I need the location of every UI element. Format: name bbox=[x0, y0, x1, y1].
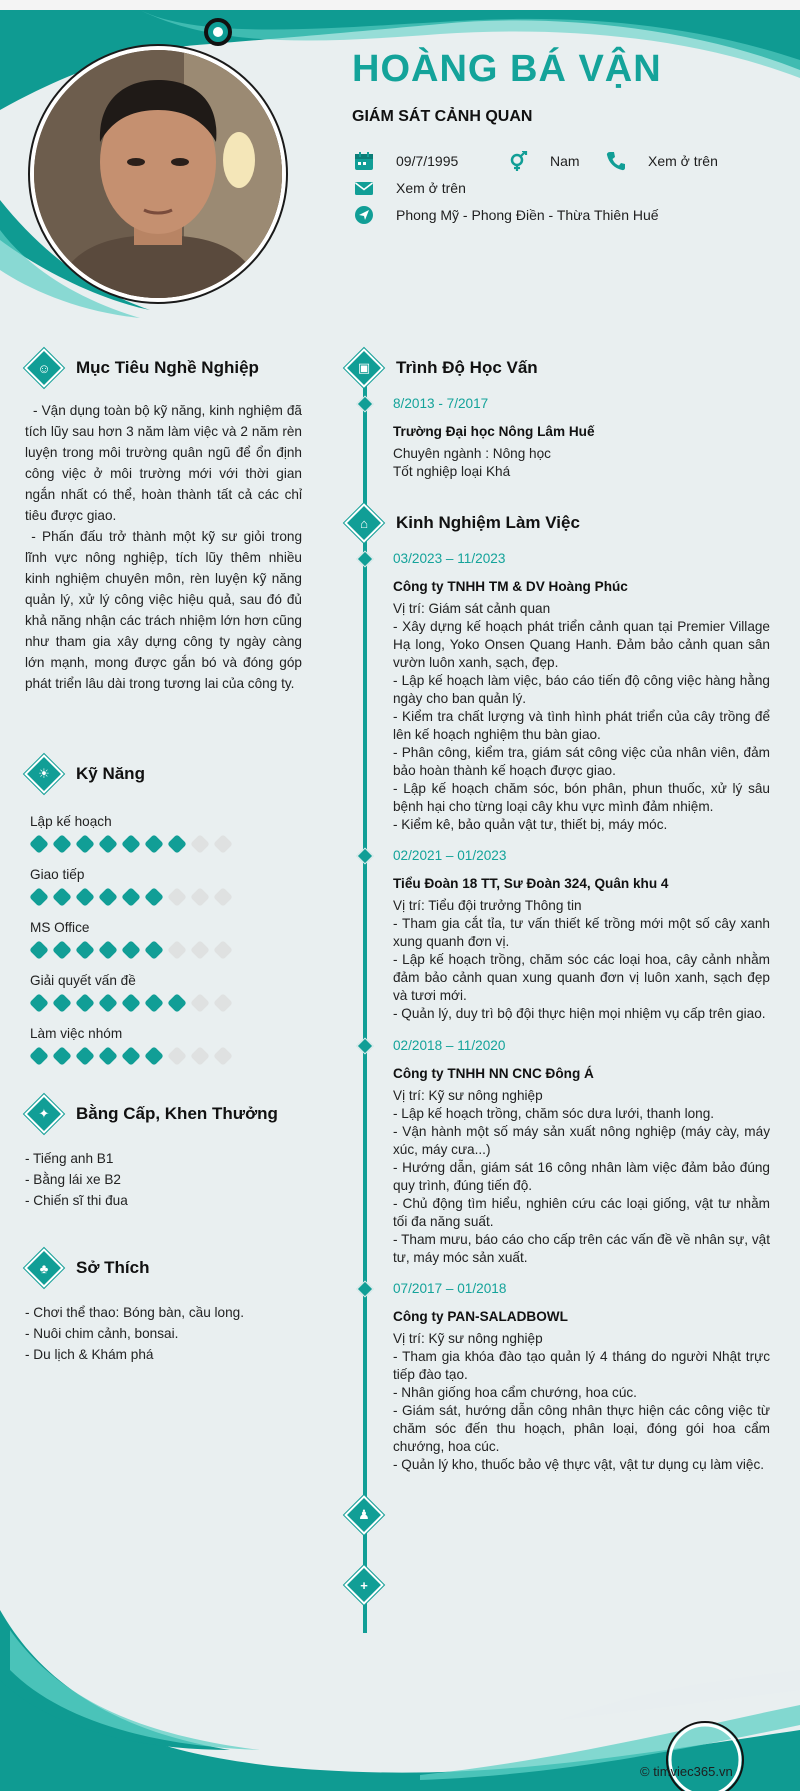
rating-dot-empty bbox=[190, 887, 210, 907]
rating-dot-filled bbox=[144, 993, 164, 1013]
job-line: - Hướng dẫn, giám sát 16 công nhân làm việc đảm bảo đúng quy trình, đúng tiến độ. bbox=[393, 1160, 770, 1193]
hobbies-heading bbox=[26, 1250, 149, 1286]
objective-paragraph-2: - Phấn đấu trở thành một kỹ sư giỏi trong lĩnh vực nông nghiệp, tích lũy thêm nhiều kinh nghiệm chuyên môn, rèn luyện kỹ năng quản lý, xử lý công việc hiệu quả, sau đó đủ khả năng nhận các trách nhiệm lớn hơn cũng như tham gia xây dựng công ty ngày càng lớn mạnh, mong được gắn bó và đóng góp phát triển lâu dài trong tương lai của công ty. bbox=[25, 529, 306, 691]
avatar bbox=[34, 50, 282, 298]
education-school: Trường Đại học Nông Lâm Huế bbox=[393, 424, 595, 439]
job-line: - Tham gia cắt tỉa, tư vấn thiết kế trồng mới một số cây xanh xung quanh đơn vị. bbox=[393, 916, 770, 949]
address-value: Phong Mỹ - Phong Điền - Thừa Thiên Huế bbox=[396, 207, 659, 223]
job-entry bbox=[393, 847, 770, 1023]
job-company: Công ty TNHH TM & DV Hoàng Phúc bbox=[393, 579, 628, 594]
job-details bbox=[393, 1087, 770, 1267]
job-line: - Lập kế hoạch trồng, chăm sóc dưa lưới, thanh long. bbox=[393, 1106, 715, 1121]
job-entry bbox=[393, 550, 770, 834]
job-date: 07/2017 – 01/2018 bbox=[393, 1281, 507, 1296]
gender-value: Nam bbox=[550, 153, 580, 169]
skill-label: Giải quyết vấn đề bbox=[30, 973, 136, 988]
rating-dot-empty bbox=[213, 993, 233, 1013]
list-item: - Chơi thể thao: Bóng bàn, cầu long. bbox=[25, 1305, 245, 1320]
gamepad-icon: ♣ bbox=[26, 1250, 62, 1286]
phone-icon bbox=[606, 151, 626, 171]
skill-rating bbox=[30, 943, 290, 957]
job-line: - Tham mưu, báo cáo cho cấp trên các vấn đề về nhân sự, vật tư, máy móc sản xuất. bbox=[393, 1232, 770, 1265]
education-heading bbox=[346, 350, 538, 386]
job-line: - Xây dựng kế hoạch phát triển cảnh quan tại Premier Village Hạ long, Yoko Onsen Quang Hanh. Đảm bảo cảnh quan sân vườn luôn xanh, sạch, đẹp. bbox=[393, 619, 770, 670]
rating-dot-filled bbox=[75, 887, 95, 907]
rating-dot-empty bbox=[190, 940, 210, 960]
rating-dot-filled bbox=[29, 834, 49, 854]
job-entry bbox=[393, 1280, 770, 1474]
rating-dot-filled bbox=[75, 940, 95, 960]
job-line: - Kiểm tra chất lượng và tình hình phát triển của cây trồng để lên kế hoạch nghiệm thu bàn giao. bbox=[393, 709, 770, 742]
rating-dot-filled bbox=[52, 834, 72, 854]
candidate-name: HOÀNG BÁ VẬN bbox=[352, 48, 662, 90]
job-line: - Vận hành một số máy sản xuất nông nghiệp (máy cày, máy xúc, máy cưa...) bbox=[393, 1124, 770, 1157]
objective-paragraph-1: - Vận dụng toàn bộ kỹ năng, kinh nghiệm đã tích lũy sau hơn 3 năm làm việc và 2 năm rèn luyện trong môi trường quân ngũ để ổn định công việc ở môi trường mới với thời gian ngắn nhất có thể, hoàn thành tất cả các chỉ tiêu được giao. bbox=[25, 403, 306, 523]
rating-dot-filled bbox=[29, 993, 49, 1013]
job-date: 03/2023 – 11/2023 bbox=[393, 551, 506, 566]
rating-dot-filled bbox=[98, 1046, 118, 1066]
rating-dot-filled bbox=[98, 940, 118, 960]
skill-row bbox=[30, 920, 290, 957]
list-item: - Bằng lái xe B2 bbox=[25, 1172, 121, 1187]
job-line: - Lập kế hoạch trồng, chăm sóc các loại hoa, cây cảnh nhằm đảm bảo cảnh quan xung quanh đơn vị luôn xanh, sạch đẹp và tươi mới. bbox=[393, 952, 770, 1003]
job-line: - Quản lý kho, thuốc bảo vệ thực vật, vật tư dụng cụ làm việc. bbox=[393, 1457, 765, 1472]
objective-heading bbox=[26, 350, 259, 386]
rating-dot-filled bbox=[121, 1046, 141, 1066]
rating-dot-filled bbox=[144, 940, 164, 960]
education-date: 8/2013 - 7/2017 bbox=[393, 396, 489, 411]
rating-dot-filled bbox=[144, 834, 164, 854]
skill-row bbox=[30, 973, 290, 1010]
job-line: - Quản lý, duy trì bộ đội thực hiện mọi nhiệm vụ cấp trên giao. bbox=[393, 1006, 766, 1021]
skills-title: Kỹ Năng bbox=[76, 764, 145, 783]
skill-rating bbox=[30, 890, 290, 904]
people-icon: ♟ bbox=[346, 1497, 382, 1533]
plus-icon: + bbox=[346, 1567, 382, 1603]
job-line: - Lập kế hoạch chăm sóc, bón phân, phun thuốc, xử lý sâu bệnh hại cho từng loại cây khu vực mình đảm nhiệm. bbox=[393, 781, 770, 814]
user-tie-icon: ☺ bbox=[26, 350, 62, 386]
rating-dot-filled bbox=[144, 1046, 164, 1066]
rating-dot-filled bbox=[52, 1046, 72, 1066]
rating-dot-filled bbox=[75, 834, 95, 854]
hobbies-title: Sở Thích bbox=[76, 1258, 150, 1277]
rating-dot-filled bbox=[29, 940, 49, 960]
certificates-list bbox=[25, 1148, 128, 1211]
site-watermark: © timviec365.vn bbox=[640, 1764, 733, 1779]
rating-dot-filled bbox=[121, 940, 141, 960]
skills-heading bbox=[26, 756, 145, 792]
decorative-ring bbox=[204, 18, 232, 46]
experience-heading bbox=[346, 505, 580, 541]
job-line: Vị trí: Kỹ sư nông nghiệp bbox=[393, 1331, 543, 1346]
skill-rating bbox=[30, 996, 290, 1010]
job-date: 02/2021 – 01/2023 bbox=[393, 848, 507, 863]
rating-dot-filled bbox=[144, 887, 164, 907]
rating-dot-empty bbox=[213, 887, 233, 907]
email-icon bbox=[354, 178, 374, 198]
rating-dot-empty bbox=[213, 834, 233, 854]
job-line: - Kiểm kê, bảo quản vật tư, thiết bị, máy móc. bbox=[393, 817, 668, 832]
list-item: - Chiến sĩ thi đua bbox=[25, 1193, 128, 1208]
rating-dot-filled bbox=[52, 993, 72, 1013]
job-details bbox=[393, 897, 770, 1023]
timeline-marker bbox=[357, 848, 374, 865]
lightbulb-icon: ☀ bbox=[26, 756, 62, 792]
job-company: Tiểu Đoàn 18 TT, Sư Đoàn 324, Quân khu 4 bbox=[393, 876, 669, 891]
list-item: - Du lịch & Khám phá bbox=[25, 1347, 154, 1362]
address-row bbox=[354, 205, 659, 225]
job-line: Vị trí: Tiểu đội trưởng Thông tin bbox=[393, 898, 582, 913]
rating-dot-empty bbox=[167, 887, 187, 907]
rating-dot-filled bbox=[98, 834, 118, 854]
education-major: Chuyên ngành : Nông học bbox=[393, 446, 551, 461]
rating-dot-filled bbox=[167, 993, 187, 1013]
timeline-marker bbox=[357, 396, 374, 413]
job-line: - Giám sát, hướng dẫn công nhân thực hiện các công việc từ chăm sóc đến thu hoạch, phân loại, đóng gói hoa cẩm chướng, hoa cúc. bbox=[393, 1403, 770, 1454]
list-item: - Nuôi chim cảnh, bonsai. bbox=[25, 1326, 179, 1341]
rating-dot-empty bbox=[190, 993, 210, 1013]
rating-dot-filled bbox=[121, 887, 141, 907]
rating-dot-filled bbox=[121, 834, 141, 854]
education-grade: Tốt nghiệp loại Khá bbox=[393, 464, 511, 479]
job-line: - Tham gia khóa đào tạo quản lý 4 tháng do người Nhật trực tiếp đào tạo. bbox=[393, 1349, 770, 1382]
timeline-marker bbox=[357, 551, 374, 568]
job-line: Vị trí: Giám sát cảnh quan bbox=[393, 601, 551, 616]
timeline-marker bbox=[357, 1038, 374, 1055]
education-title: Trình Độ Học Vấn bbox=[396, 358, 538, 377]
phone-row bbox=[606, 151, 718, 171]
job-line: - Chủ động tìm hiểu, nghiên cứu các loại giống, vật tư nhằm tối đa năng suất. bbox=[393, 1196, 770, 1229]
rating-dot-filled bbox=[98, 887, 118, 907]
medal-icon: ✦ bbox=[26, 1096, 62, 1132]
skill-rating bbox=[30, 1049, 290, 1063]
timeline-marker bbox=[357, 1281, 374, 1298]
birthday-row bbox=[354, 151, 458, 171]
list-item: - Tiếng anh B1 bbox=[25, 1151, 114, 1166]
hobbies-list bbox=[25, 1302, 244, 1365]
rating-dot-filled bbox=[52, 940, 72, 960]
birthday-value: 09/7/1995 bbox=[396, 153, 459, 169]
email-row bbox=[354, 178, 466, 198]
skill-label: Làm việc nhóm bbox=[30, 1026, 123, 1041]
education-entry bbox=[393, 395, 770, 481]
job-company: Công ty PAN-SALADBOWL bbox=[393, 1309, 568, 1324]
phone-value: Xem ở trên bbox=[648, 153, 718, 169]
skill-row bbox=[30, 867, 290, 904]
skill-label: MS Office bbox=[30, 920, 90, 935]
building-icon: ⌂ bbox=[346, 505, 382, 541]
rating-dot-filled bbox=[75, 1046, 95, 1066]
timeline-line bbox=[363, 380, 367, 1633]
skill-label: Lập kế hoạch bbox=[30, 814, 112, 829]
objective-title: Mục Tiêu Nghề Nghiệp bbox=[76, 358, 259, 377]
calendar-icon bbox=[354, 151, 374, 171]
job-details bbox=[393, 1330, 770, 1474]
gender-icon bbox=[508, 151, 528, 171]
certificates-title: Bằng Cấp, Khen Thưởng bbox=[76, 1104, 278, 1123]
job-date: 02/2018 – 11/2020 bbox=[393, 1038, 506, 1053]
job-company: Công ty TNHH NN CNC Đông Á bbox=[393, 1066, 594, 1081]
gender-row bbox=[508, 151, 580, 171]
rating-dot-empty bbox=[190, 1046, 210, 1066]
skill-label: Giao tiếp bbox=[30, 867, 85, 882]
certificates-heading bbox=[26, 1096, 278, 1132]
rating-dot-filled bbox=[52, 887, 72, 907]
skill-row bbox=[30, 814, 290, 851]
rating-dot-empty bbox=[213, 1046, 233, 1066]
rating-dot-filled bbox=[75, 993, 95, 1013]
job-line: - Nhân giống hoa cẩm chướng, hoa cúc. bbox=[393, 1385, 637, 1400]
location-arrow-icon bbox=[354, 205, 374, 225]
job-entry bbox=[393, 1037, 770, 1267]
skill-row bbox=[30, 1026, 290, 1063]
rating-dot-filled bbox=[98, 993, 118, 1013]
rating-dot-filled bbox=[121, 993, 141, 1013]
rating-dot-filled bbox=[167, 834, 187, 854]
job-line: Vị trí: Kỹ sư nông nghiệp bbox=[393, 1088, 543, 1103]
skill-rating bbox=[30, 837, 290, 851]
rating-dot-empty bbox=[167, 1046, 187, 1066]
avatar-photo bbox=[34, 50, 282, 298]
experience-title: Kinh Nghiệm Làm Việc bbox=[396, 513, 580, 532]
briefcase-icon: ▣ bbox=[346, 350, 382, 386]
rating-dot-filled bbox=[29, 887, 49, 907]
job-line: - Lập kế hoạch làm việc, báo cáo tiến độ công việc hàng hằng ngày cho ban quản lý. bbox=[393, 673, 770, 706]
profile-photo-frame bbox=[28, 44, 288, 304]
rating-dot-filled bbox=[29, 1046, 49, 1066]
objective-text bbox=[25, 400, 306, 694]
candidate-title: GIÁM SÁT CẢNH QUAN bbox=[352, 108, 533, 125]
job-line: - Phân công, kiểm tra, giám sát công việc của nhân viên, đảm bảo hoàn thành kế hoạch được giao. bbox=[393, 745, 770, 778]
rating-dot-empty bbox=[213, 940, 233, 960]
rating-dot-empty bbox=[190, 834, 210, 854]
rating-dot-empty bbox=[167, 940, 187, 960]
email-value: Xem ở trên bbox=[396, 180, 466, 196]
job-details bbox=[393, 600, 770, 834]
